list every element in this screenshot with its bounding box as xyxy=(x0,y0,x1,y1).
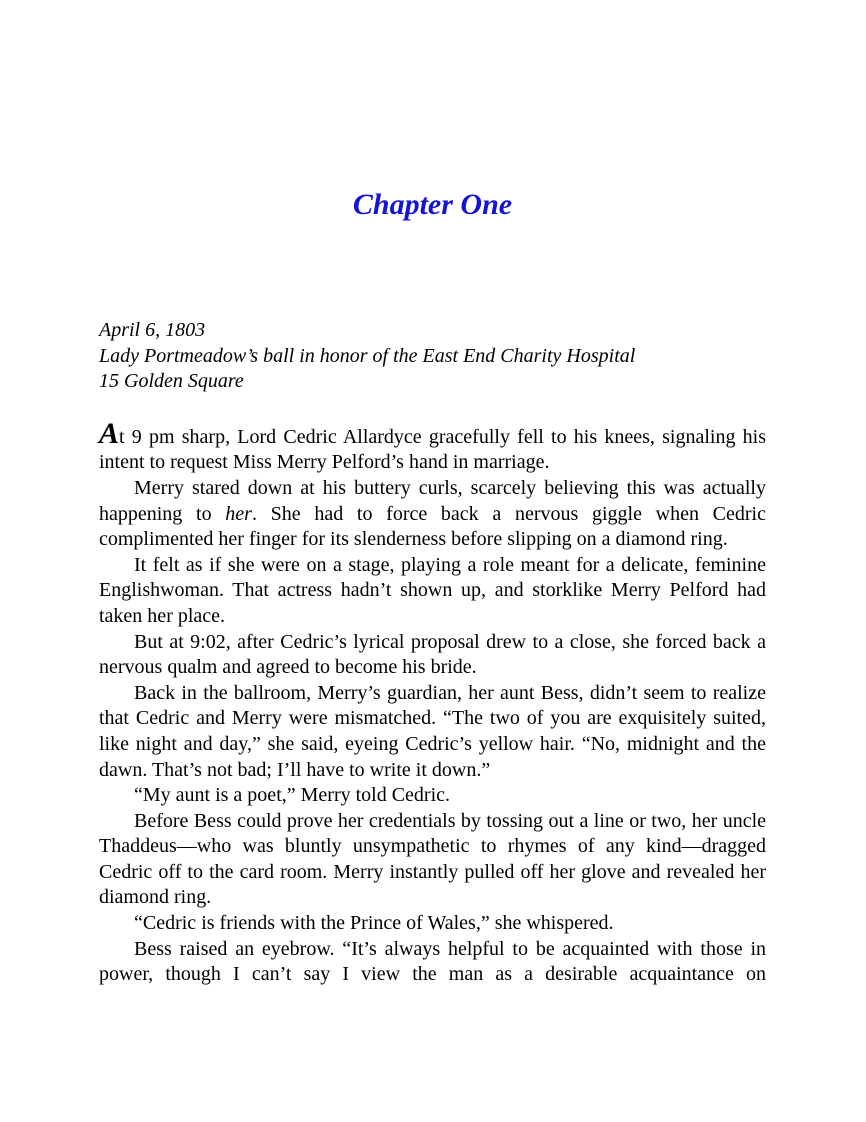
paragraph xyxy=(99,476,766,553)
emphasized-word: her xyxy=(225,502,252,525)
paragraph: “My aunt is a poet,” Merry told Cedric. xyxy=(134,784,451,807)
paragraph-text: . She had to force back a nervous giggle when Cedric complimented her finger for its slenderness before slipping on a diamond ring. xyxy=(99,502,766,551)
body-text xyxy=(99,416,766,988)
paragraph: But at 9:02, after Cedric’s lyrical proposal drew to a close, she forced back a nervous qualm and agreed to become his bride. xyxy=(99,630,766,679)
paragraph xyxy=(99,416,766,476)
epigraph xyxy=(99,318,766,395)
paragraph: Bess raised an eyebrow. “It’s always helpful to be acquainted with those in power, though I can’t say I view the man as a desirable acquaintance on xyxy=(99,937,766,986)
epigraph-date: April 6, 1803 xyxy=(99,319,206,341)
chapter-title: Chapter One xyxy=(352,188,513,221)
paragraph: Back in the ballroom, Merry’s guardian, her aunt Bess, didn’t seem to realize that Cedric and Merry were mismatched. “The two of you are exquisitely suited, like night and day,” she said, eyeing Cedric’s yellow hair. “No, midnight and the dawn. That’s not bad; I’ll have to write it down.” xyxy=(99,681,766,781)
paragraph: Before Bess could prove her credentials by tossing out a line or two, her uncle Thaddeus—who was bluntly unsympathetic to rhymes of any kind—dragged Cedric off to the card room. Merry instantly pulled off her glove and revealed her diamond ring. xyxy=(99,809,766,909)
paragraph: “Cedric is friends with the Prince of Wales,” she whispered. xyxy=(134,912,614,935)
page-content xyxy=(99,0,766,988)
paragraph: It felt as if she were on a stage, playing a role meant for a delicate, feminine Englishwoman. That actress hadn’t shown up, and storklike Merry Pelford had taken her place. xyxy=(99,553,766,627)
epigraph-address: 15 Golden Square xyxy=(99,370,244,393)
paragraph-text: t 9 pm sharp, Lord Cedric Allardyce gracefully fell to his knees, signaling his intent to request Miss Merry Pelford’s hand in marriage. xyxy=(99,425,766,474)
drop-cap: A xyxy=(99,416,120,450)
epigraph-event: Lady Portmeadow’s ball in honor of the East End Charity Hospital xyxy=(99,344,636,367)
paragraph-text: Merry stared down at his buttery curls, scarcely believing this was actually happening to xyxy=(99,476,766,525)
